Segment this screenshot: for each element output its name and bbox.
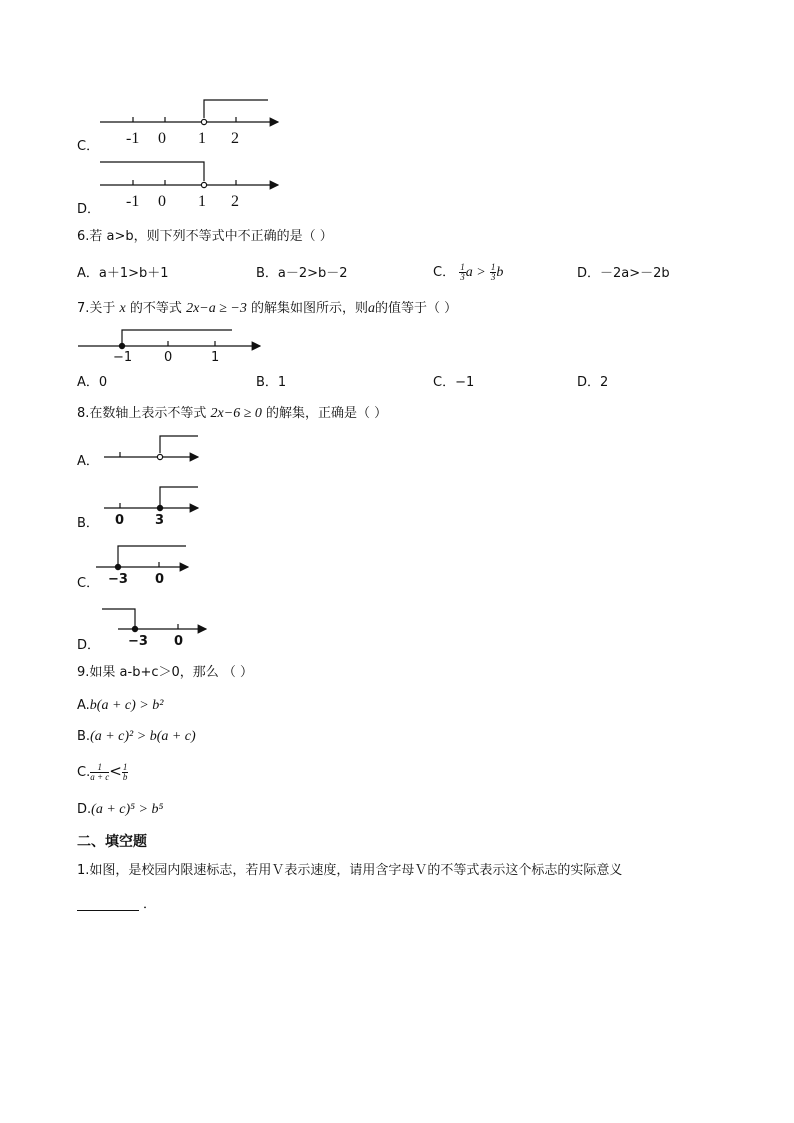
answer-blank[interactable]: [77, 909, 139, 911]
q9-c-prefix: C.: [77, 765, 91, 780]
q6-c-prefix: C．: [433, 265, 456, 280]
question-9-stem: 9.如果 a-b+c＞0，那么 （ ）: [77, 665, 254, 680]
q7-stem-text: 的不等式: [129, 301, 182, 316]
q7-option-b: B．1: [256, 375, 287, 390]
q7-tick-label: 1: [211, 350, 220, 365]
q8-b-tick-label: 0: [115, 513, 125, 528]
q9-b-prefix: B.: [77, 729, 91, 744]
q7-tick-label: −1: [113, 350, 133, 365]
q9-c-lt: <: [109, 762, 122, 780]
q7-stem-var: a: [368, 301, 376, 316]
q9-c-fraction-right: $\frac{1}{b}$: [122, 762, 128, 782]
q8-d-tick-label: −3: [128, 634, 148, 649]
q5-d-tick-label: 0: [158, 193, 166, 210]
q5-d-tick-label: -1: [126, 193, 140, 210]
q8-d-number-line: [102, 609, 206, 632]
question-8-stem: [77, 405, 387, 423]
q7-stem-expr: 2x−a ≥ −3: [186, 301, 247, 316]
q8-stem-text: 8.在数轴上表示不等式: [77, 406, 207, 421]
q6-option-a: A．a＋1>b＋1: [77, 266, 169, 281]
question-7-stem: [77, 300, 457, 318]
q8-option-b-label: B．: [77, 516, 99, 531]
q5-c-tick-label: 2: [231, 130, 239, 147]
q6-c-right: b: [496, 265, 504, 280]
q9-c-fraction-left: $\frac{1}{a + c}$: [90, 762, 110, 782]
q5-c-number-line: [100, 100, 278, 125]
q8-c-tick-label: −3: [108, 572, 128, 587]
q8-option-d-label: D．: [77, 638, 101, 653]
q8-option-a-label: A．: [77, 454, 99, 469]
q7-option-a: A．0: [77, 375, 108, 390]
q8-d-tick-label: 0: [174, 634, 184, 649]
q7-option-c: C．−1: [433, 375, 475, 390]
q8-a-number-line: [104, 436, 198, 460]
q6-option-c: [433, 263, 503, 282]
q6-c-fraction: $\frac{1}{3}$: [490, 262, 496, 282]
q6-option-b: B．a－2>b－2: [256, 266, 348, 281]
q7-stem-text: 的解集如图所示，则: [251, 301, 369, 316]
q7-stem-text: 7.关于: [77, 301, 116, 316]
q5-c-tick-label: 0: [158, 130, 166, 147]
q9-option-c: [77, 762, 128, 782]
q8-b-tick-label: 3: [155, 513, 165, 528]
q7-stem-text: 的值等于（ ）: [375, 301, 458, 316]
q8-stem-text: 的解集，正确是（ ）: [266, 406, 388, 421]
q5-d-tick-label: 1: [198, 193, 206, 210]
question-6-stem: 6.若 a>b，则下列不等式中不正确的是（ ）: [77, 229, 333, 244]
q8-c-number-line: [96, 546, 188, 570]
q5-option-d-label: D．: [77, 202, 101, 217]
q8-stem-expr: 2x−6 ≥ 0: [210, 406, 262, 421]
q7-tick-label: 0: [164, 350, 173, 365]
q8-b-number-line: [104, 487, 198, 511]
q6-option-d: D．－2a>－2b: [577, 266, 670, 281]
section-heading: 二、填空题: [77, 834, 147, 850]
q9-d-prefix: D.: [77, 802, 92, 817]
q9-b-expr: (a + c)² > b(a + c): [90, 729, 196, 744]
q8-c-tick-label: 0: [155, 572, 165, 587]
q9-a-prefix: A.: [77, 698, 90, 713]
q9-option-b: [77, 728, 196, 746]
q6-c-left: a >: [465, 265, 486, 280]
q9-d-expr: (a + c)⁵ > b⁵: [91, 802, 164, 817]
q9-option-a: [77, 697, 163, 715]
q9-a-expr: b(a + c) > b²: [89, 698, 164, 713]
q5-d-number-line: [100, 162, 278, 188]
fill-question-1: 1.如图，是校园内限速标志，若用Ｖ表示速度，请用含字母Ｖ的不等式表示这个标志的实际意义: [77, 863, 623, 878]
q7-stem-var: x: [119, 301, 126, 316]
q5-c-tick-label: 1: [198, 130, 206, 147]
q7-option-d: D．2: [577, 375, 609, 390]
q5-option-c-label: C．: [77, 139, 100, 154]
q6-c-fraction: $\frac{1}{3}$: [460, 262, 465, 282]
q7-number-line: [78, 330, 260, 349]
q5-c-tick-label: -1: [126, 130, 140, 147]
q9-option-d: [77, 801, 163, 819]
q5-d-tick-label: 2: [231, 193, 239, 210]
fill-question-1-end: ．: [143, 897, 157, 912]
q8-option-c-label: C．: [77, 576, 100, 591]
